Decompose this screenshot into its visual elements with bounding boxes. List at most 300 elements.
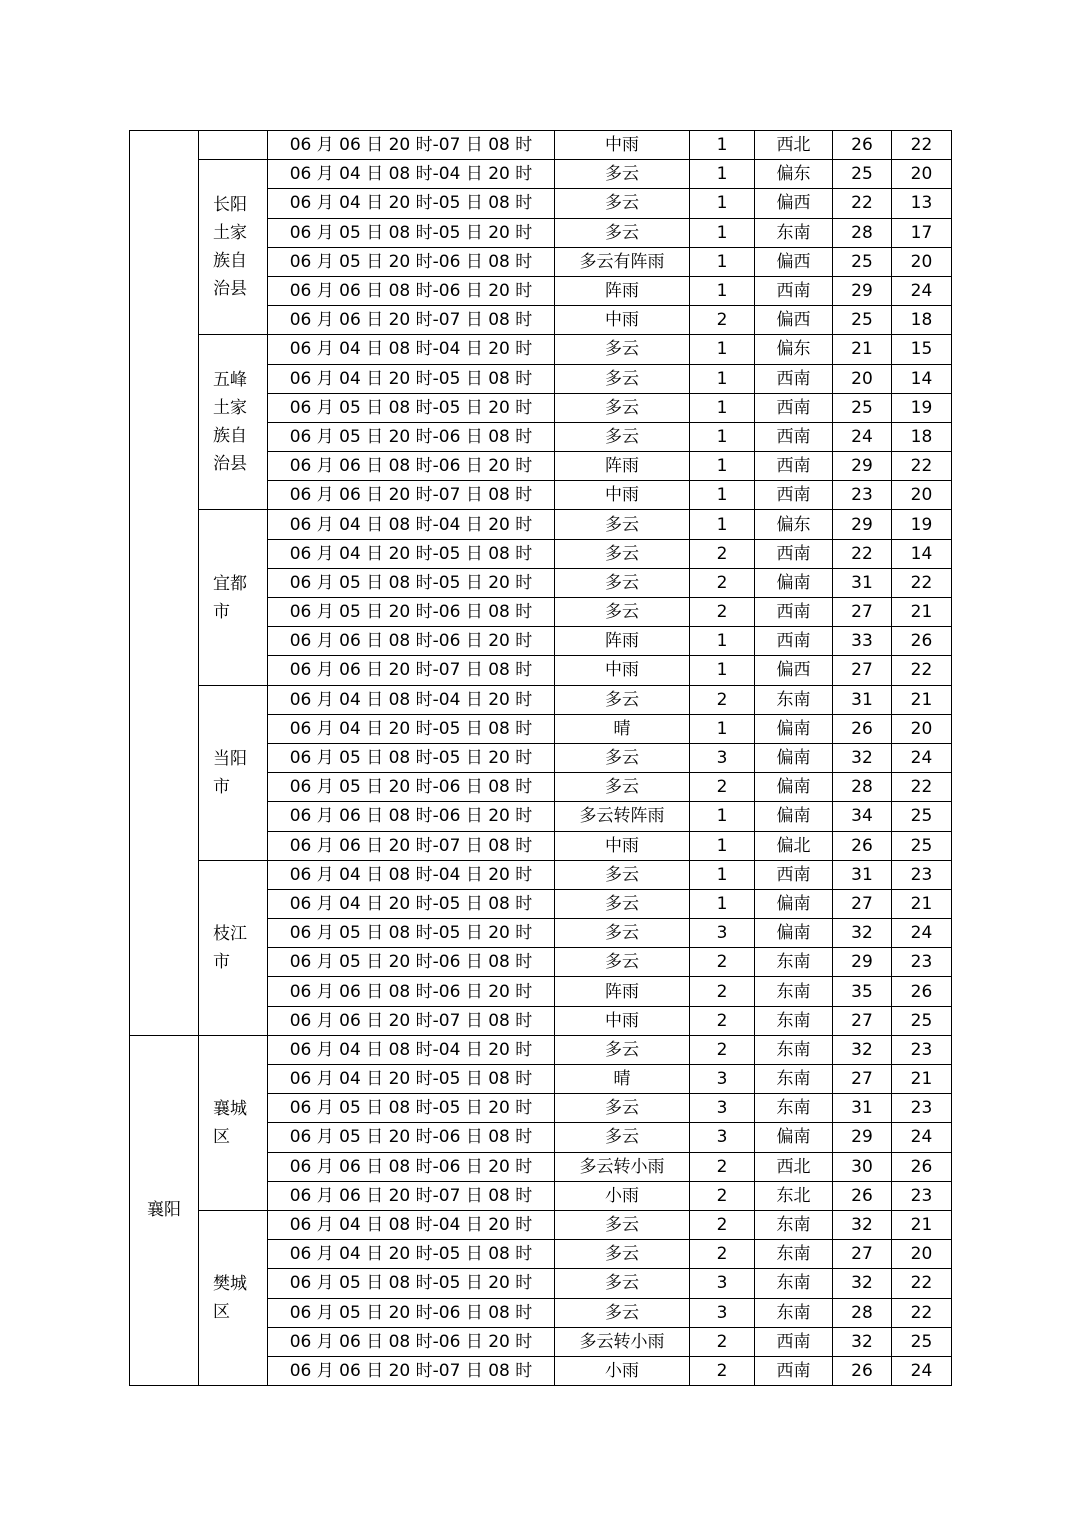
weather-cell: 多云 xyxy=(555,422,690,451)
wind-direction-cell: 西南 xyxy=(755,1327,833,1356)
weather-cell: 多云 xyxy=(555,160,690,189)
period-cell: 06 月 05 日 20 时-06 日 08 时 xyxy=(268,1123,555,1152)
period-cell: 06 月 06 日 20 时-07 日 08 时 xyxy=(268,1181,555,1210)
county-name-line: 樊城 xyxy=(213,1274,247,1294)
weather-cell: 多云 xyxy=(555,1240,690,1269)
period-cell: 06 月 06 日 20 时-07 日 08 时 xyxy=(268,131,555,160)
wind-direction-cell: 西南 xyxy=(755,393,833,422)
wind-level-cell: 2 xyxy=(690,1035,755,1064)
wind-direction-cell: 东南 xyxy=(755,1094,833,1123)
period-cell: 06 月 04 日 08 时-04 日 20 时 xyxy=(268,1210,555,1239)
period-cell: 06 月 06 日 08 时-06 日 20 时 xyxy=(268,977,555,1006)
temp-high-cell: 32 xyxy=(833,1327,892,1356)
wind-level-cell: 2 xyxy=(690,1356,755,1385)
temp-high-cell: 27 xyxy=(833,1065,892,1094)
wind-level-cell: 1 xyxy=(690,276,755,305)
temp-low-cell: 22 xyxy=(892,773,952,802)
weather-cell: 中雨 xyxy=(555,131,690,160)
period-cell: 06 月 06 日 20 时-07 日 08 时 xyxy=(268,831,555,860)
wind-level-cell: 2 xyxy=(690,598,755,627)
period-cell: 06 月 06 日 08 时-06 日 20 时 xyxy=(268,802,555,831)
wind-level-cell: 2 xyxy=(690,1181,755,1210)
wind-level-cell: 1 xyxy=(690,714,755,743)
period-cell: 06 月 04 日 08 时-04 日 20 时 xyxy=(268,335,555,364)
table-row xyxy=(130,685,952,714)
temp-high-cell: 29 xyxy=(833,948,892,977)
county-name-line: 族自 xyxy=(213,251,247,272)
wind-level-cell: 2 xyxy=(690,568,755,597)
temp-low-cell: 18 xyxy=(892,422,952,451)
county-name xyxy=(213,570,253,626)
weather-cell: 阵雨 xyxy=(555,627,690,656)
county-name-line: 市 xyxy=(213,601,230,622)
wind-direction-cell: 西南 xyxy=(755,598,833,627)
weather-cell: 阵雨 xyxy=(555,452,690,481)
wind-direction-cell: 东南 xyxy=(755,977,833,1006)
temp-low-cell: 24 xyxy=(892,919,952,948)
temp-low-cell: 21 xyxy=(892,1210,952,1239)
wind-level-cell: 1 xyxy=(690,452,755,481)
wind-level-cell: 2 xyxy=(690,977,755,1006)
city-cell xyxy=(130,131,199,1036)
table-row xyxy=(130,860,952,889)
temp-high-cell: 23 xyxy=(833,481,892,510)
county-name xyxy=(213,1270,253,1326)
period-cell: 06 月 05 日 08 时-05 日 20 时 xyxy=(268,218,555,247)
weather-cell: 阵雨 xyxy=(555,276,690,305)
wind-direction-cell: 东南 xyxy=(755,1035,833,1064)
temp-low-cell: 26 xyxy=(892,1152,952,1181)
weather-cell: 中雨 xyxy=(555,831,690,860)
period-cell: 06 月 05 日 20 时-06 日 08 时 xyxy=(268,948,555,977)
wind-level-cell: 3 xyxy=(690,919,755,948)
temp-low-cell: 21 xyxy=(892,1065,952,1094)
weather-cell: 多云 xyxy=(555,889,690,918)
temp-high-cell: 29 xyxy=(833,1123,892,1152)
wind-direction-cell: 东南 xyxy=(755,218,833,247)
wind-direction-cell: 偏西 xyxy=(755,306,833,335)
period-cell: 06 月 04 日 20 时-05 日 08 时 xyxy=(268,364,555,393)
county-name xyxy=(213,745,253,801)
temp-low-cell: 26 xyxy=(892,627,952,656)
county-cell xyxy=(199,335,268,510)
period-cell: 06 月 04 日 08 时-04 日 20 时 xyxy=(268,1035,555,1064)
temp-low-cell: 18 xyxy=(892,306,952,335)
weather-cell: 多云 xyxy=(555,568,690,597)
county-name-line: 枝江 xyxy=(213,923,247,944)
wind-direction-cell: 偏东 xyxy=(755,160,833,189)
wind-direction-cell: 西南 xyxy=(755,276,833,305)
wind-direction-cell: 偏东 xyxy=(755,510,833,539)
weather-cell: 多云 xyxy=(555,1123,690,1152)
wind-direction-cell: 东南 xyxy=(755,685,833,714)
wind-level-cell: 2 xyxy=(690,1152,755,1181)
wind-level-cell: 2 xyxy=(690,773,755,802)
weather-cell: 小雨 xyxy=(555,1181,690,1210)
wind-level-cell: 2 xyxy=(690,685,755,714)
wind-level-cell: 1 xyxy=(690,335,755,364)
temp-low-cell: 21 xyxy=(892,685,952,714)
wind-direction-cell: 西北 xyxy=(755,1152,833,1181)
weather-cell: 晴 xyxy=(555,1065,690,1094)
period-cell: 06 月 04 日 20 时-05 日 08 时 xyxy=(268,189,555,218)
period-cell: 06 月 05 日 20 时-06 日 08 时 xyxy=(268,422,555,451)
county-name-line: 土家 xyxy=(213,223,247,244)
temp-high-cell: 31 xyxy=(833,1094,892,1123)
weather-cell: 多云 xyxy=(555,510,690,539)
wind-direction-cell: 偏西 xyxy=(755,189,833,218)
period-cell: 06 月 04 日 08 时-04 日 20 时 xyxy=(268,160,555,189)
weather-cell: 阵雨 xyxy=(555,977,690,1006)
wind-level-cell: 3 xyxy=(690,1123,755,1152)
temp-high-cell: 26 xyxy=(833,831,892,860)
county-name-line: 市 xyxy=(213,776,230,797)
temp-low-cell: 25 xyxy=(892,802,952,831)
weather-cell: 多云 xyxy=(555,860,690,889)
period-cell: 06 月 04 日 20 时-05 日 08 时 xyxy=(268,714,555,743)
period-cell: 06 月 04 日 08 时-04 日 20 时 xyxy=(268,685,555,714)
weather-cell: 中雨 xyxy=(555,656,690,685)
wind-level-cell: 2 xyxy=(690,1327,755,1356)
temp-low-cell: 15 xyxy=(892,335,952,364)
wind-direction-cell: 偏南 xyxy=(755,743,833,772)
forecast-table xyxy=(129,130,952,1386)
temp-high-cell: 22 xyxy=(833,189,892,218)
temp-low-cell: 23 xyxy=(892,1035,952,1064)
temp-low-cell: 20 xyxy=(892,481,952,510)
period-cell: 06 月 06 日 08 时-06 日 20 时 xyxy=(268,276,555,305)
wind-direction-cell: 偏南 xyxy=(755,889,833,918)
period-cell: 06 月 06 日 20 时-07 日 08 时 xyxy=(268,481,555,510)
temp-low-cell: 21 xyxy=(892,889,952,918)
wind-level-cell: 1 xyxy=(690,189,755,218)
county-name xyxy=(213,1095,253,1151)
wind-direction-cell: 西北 xyxy=(755,131,833,160)
county-name-line: 市 xyxy=(213,951,230,972)
wind-direction-cell: 偏西 xyxy=(755,247,833,276)
period-cell: 06 月 05 日 08 时-05 日 20 时 xyxy=(268,393,555,422)
wind-direction-cell: 东北 xyxy=(755,1181,833,1210)
wind-direction-cell: 西南 xyxy=(755,422,833,451)
weather-cell: 中雨 xyxy=(555,481,690,510)
period-cell: 06 月 04 日 08 时-04 日 20 时 xyxy=(268,510,555,539)
table-row xyxy=(130,335,952,364)
weather-cell: 多云 xyxy=(555,1210,690,1239)
temp-low-cell: 17 xyxy=(892,218,952,247)
wind-level-cell: 2 xyxy=(690,1210,755,1239)
county-cell xyxy=(199,860,268,1035)
temp-low-cell: 23 xyxy=(892,860,952,889)
city-cell: 襄阳 xyxy=(130,1035,199,1385)
temp-low-cell: 23 xyxy=(892,1094,952,1123)
temp-high-cell: 32 xyxy=(833,1269,892,1298)
wind-direction-cell: 偏南 xyxy=(755,773,833,802)
wind-direction-cell: 西南 xyxy=(755,860,833,889)
temp-high-cell: 25 xyxy=(833,393,892,422)
county-cell xyxy=(199,685,268,860)
wind-level-cell: 1 xyxy=(690,218,755,247)
weather-cell: 多云有阵雨 xyxy=(555,247,690,276)
county-cell xyxy=(199,510,268,685)
table-row xyxy=(130,1035,952,1064)
county-name-line: 当阳 xyxy=(213,748,247,769)
wind-level-cell: 3 xyxy=(690,743,755,772)
county-name-line: 襄城 xyxy=(213,1098,247,1119)
period-cell: 06 月 04 日 20 时-05 日 08 时 xyxy=(268,1065,555,1094)
temp-high-cell: 24 xyxy=(833,422,892,451)
wind-level-cell: 1 xyxy=(690,131,755,160)
period-cell: 06 月 06 日 08 时-06 日 20 时 xyxy=(268,452,555,481)
weather-cell: 多云 xyxy=(555,1269,690,1298)
temp-low-cell: 24 xyxy=(892,743,952,772)
wind-level-cell: 1 xyxy=(690,831,755,860)
period-cell: 06 月 04 日 20 时-05 日 08 时 xyxy=(268,889,555,918)
weather-cell: 多云 xyxy=(555,218,690,247)
wind-level-cell: 1 xyxy=(690,510,755,539)
wind-direction-cell: 偏南 xyxy=(755,919,833,948)
wind-direction-cell: 东南 xyxy=(755,1240,833,1269)
county-name xyxy=(213,920,253,976)
period-cell: 06 月 05 日 08 时-05 日 20 时 xyxy=(268,568,555,597)
period-cell: 06 月 05 日 08 时-05 日 20 时 xyxy=(268,1269,555,1298)
wind-level-cell: 2 xyxy=(690,1240,755,1269)
temp-low-cell: 21 xyxy=(892,598,952,627)
temp-high-cell: 27 xyxy=(833,1006,892,1035)
wind-level-cell: 1 xyxy=(690,802,755,831)
wind-direction-cell: 西南 xyxy=(755,627,833,656)
wind-level-cell: 1 xyxy=(690,860,755,889)
temp-high-cell: 25 xyxy=(833,247,892,276)
wind-direction-cell: 偏南 xyxy=(755,802,833,831)
temp-low-cell: 22 xyxy=(892,1298,952,1327)
temp-low-cell: 24 xyxy=(892,1356,952,1385)
weather-cell: 多云 xyxy=(555,1035,690,1064)
temp-low-cell: 20 xyxy=(892,160,952,189)
period-cell: 06 月 06 日 08 时-06 日 20 时 xyxy=(268,1152,555,1181)
temp-low-cell: 26 xyxy=(892,977,952,1006)
temp-high-cell: 26 xyxy=(833,1356,892,1385)
weather-cell: 多云 xyxy=(555,1094,690,1123)
wind-direction-cell: 东南 xyxy=(755,1006,833,1035)
temp-low-cell: 20 xyxy=(892,247,952,276)
temp-low-cell: 14 xyxy=(892,539,952,568)
temp-high-cell: 33 xyxy=(833,627,892,656)
period-cell: 06 月 06 日 08 时-06 日 20 时 xyxy=(268,627,555,656)
weather-cell: 多云转阵雨 xyxy=(555,802,690,831)
wind-direction-cell: 东南 xyxy=(755,948,833,977)
wind-direction-cell: 西南 xyxy=(755,539,833,568)
temp-high-cell: 21 xyxy=(833,335,892,364)
weather-cell: 多云 xyxy=(555,539,690,568)
wind-direction-cell: 偏东 xyxy=(755,335,833,364)
temp-low-cell: 22 xyxy=(892,1269,952,1298)
temp-low-cell: 23 xyxy=(892,948,952,977)
county-name-line: 区 xyxy=(213,1302,230,1322)
temp-high-cell: 22 xyxy=(833,539,892,568)
wind-direction-cell: 东南 xyxy=(755,1065,833,1094)
county-name-line: 长阳 xyxy=(213,195,247,216)
temp-high-cell: 25 xyxy=(833,306,892,335)
period-cell: 06 月 05 日 08 时-05 日 20 时 xyxy=(268,919,555,948)
period-cell: 06 月 05 日 20 时-06 日 08 时 xyxy=(268,598,555,627)
period-cell: 06 月 05 日 20 时-06 日 08 时 xyxy=(268,773,555,802)
county-name-line: 治县 xyxy=(213,279,247,300)
period-cell: 06 月 06 日 20 时-07 日 08 时 xyxy=(268,1356,555,1385)
weather-cell: 多云 xyxy=(555,189,690,218)
county-cell xyxy=(199,1035,268,1210)
wind-level-cell: 1 xyxy=(690,656,755,685)
temp-high-cell: 26 xyxy=(833,1181,892,1210)
temp-low-cell: 19 xyxy=(892,393,952,422)
weather-cell: 多云转小雨 xyxy=(555,1327,690,1356)
temp-low-cell: 20 xyxy=(892,714,952,743)
temp-low-cell: 22 xyxy=(892,656,952,685)
wind-direction-cell: 偏南 xyxy=(755,1123,833,1152)
temp-low-cell: 14 xyxy=(892,364,952,393)
wind-level-cell: 2 xyxy=(690,306,755,335)
weather-cell: 中雨 xyxy=(555,306,690,335)
wind-level-cell: 1 xyxy=(690,247,755,276)
county-name xyxy=(213,191,253,303)
wind-level-cell: 1 xyxy=(690,364,755,393)
wind-level-cell: 1 xyxy=(690,481,755,510)
county-name xyxy=(213,366,253,478)
weather-cell: 中雨 xyxy=(555,1006,690,1035)
wind-direction-cell: 偏南 xyxy=(755,568,833,597)
county-name-line: 族自 xyxy=(213,426,247,447)
temp-high-cell: 29 xyxy=(833,452,892,481)
temp-high-cell: 29 xyxy=(833,510,892,539)
wind-direction-cell: 西南 xyxy=(755,452,833,481)
weather-cell: 小雨 xyxy=(555,1356,690,1385)
temp-low-cell: 25 xyxy=(892,1327,952,1356)
wind-level-cell: 3 xyxy=(690,1094,755,1123)
temp-high-cell: 32 xyxy=(833,1210,892,1239)
temp-low-cell: 22 xyxy=(892,131,952,160)
weather-cell: 多云 xyxy=(555,919,690,948)
period-cell: 06 月 04 日 20 时-05 日 08 时 xyxy=(268,539,555,568)
period-cell: 06 月 05 日 08 时-05 日 20 时 xyxy=(268,1094,555,1123)
period-cell: 06 月 04 日 08 时-04 日 20 时 xyxy=(268,860,555,889)
county-cell xyxy=(199,131,268,160)
county-name-line: 土家 xyxy=(213,398,247,419)
temp-high-cell: 27 xyxy=(833,656,892,685)
temp-high-cell: 30 xyxy=(833,1152,892,1181)
table-row xyxy=(130,510,952,539)
wind-direction-cell: 西南 xyxy=(755,364,833,393)
table-row xyxy=(130,160,952,189)
temp-high-cell: 27 xyxy=(833,598,892,627)
wind-level-cell: 2 xyxy=(690,1006,755,1035)
wind-direction-cell: 东南 xyxy=(755,1210,833,1239)
temp-high-cell: 35 xyxy=(833,977,892,1006)
weather-cell: 多云 xyxy=(555,598,690,627)
weather-cell: 多云 xyxy=(555,393,690,422)
weather-cell: 多云转小雨 xyxy=(555,1152,690,1181)
temp-high-cell: 32 xyxy=(833,919,892,948)
weather-cell: 多云 xyxy=(555,685,690,714)
period-cell: 06 月 04 日 20 时-05 日 08 时 xyxy=(268,1240,555,1269)
wind-direction-cell: 东南 xyxy=(755,1298,833,1327)
wind-direction-cell: 偏南 xyxy=(755,714,833,743)
temp-low-cell: 20 xyxy=(892,1240,952,1269)
table-row xyxy=(130,131,952,160)
county-name-line: 宜都 xyxy=(213,573,247,594)
wind-level-cell: 1 xyxy=(690,889,755,918)
temp-high-cell: 34 xyxy=(833,802,892,831)
period-cell: 06 月 06 日 20 时-07 日 08 时 xyxy=(268,306,555,335)
county-cell xyxy=(199,1210,268,1385)
temp-high-cell: 28 xyxy=(833,773,892,802)
temp-low-cell: 24 xyxy=(892,276,952,305)
wind-level-cell: 1 xyxy=(690,160,755,189)
wind-direction-cell: 偏西 xyxy=(755,656,833,685)
wind-level-cell: 2 xyxy=(690,948,755,977)
wind-level-cell: 1 xyxy=(690,422,755,451)
temp-low-cell: 19 xyxy=(892,510,952,539)
temp-high-cell: 31 xyxy=(833,568,892,597)
temp-low-cell: 13 xyxy=(892,189,952,218)
period-cell: 06 月 05 日 20 时-06 日 08 时 xyxy=(268,247,555,276)
temp-high-cell: 29 xyxy=(833,276,892,305)
wind-level-cell: 3 xyxy=(690,1269,755,1298)
temp-high-cell: 26 xyxy=(833,131,892,160)
temp-low-cell: 23 xyxy=(892,1181,952,1210)
weather-cell: 晴 xyxy=(555,714,690,743)
temp-high-cell: 28 xyxy=(833,218,892,247)
temp-high-cell: 32 xyxy=(833,743,892,772)
weather-cell: 多云 xyxy=(555,364,690,393)
table-row xyxy=(130,1210,952,1239)
wind-direction-cell: 东南 xyxy=(755,1269,833,1298)
wind-level-cell: 1 xyxy=(690,393,755,422)
temp-high-cell: 32 xyxy=(833,1035,892,1064)
period-cell: 06 月 06 日 20 时-07 日 08 时 xyxy=(268,1006,555,1035)
temp-high-cell: 31 xyxy=(833,860,892,889)
county-name-line: 治县 xyxy=(213,454,247,475)
temp-low-cell: 25 xyxy=(892,1006,952,1035)
county-name-line: 五峰 xyxy=(213,370,247,391)
wind-direction-cell: 西南 xyxy=(755,481,833,510)
county-cell xyxy=(199,160,268,335)
temp-low-cell: 22 xyxy=(892,452,952,481)
temp-high-cell: 25 xyxy=(833,160,892,189)
wind-level-cell: 3 xyxy=(690,1298,755,1327)
weather-cell: 多云 xyxy=(555,948,690,977)
temp-high-cell: 27 xyxy=(833,1240,892,1269)
period-cell: 06 月 06 日 20 时-07 日 08 时 xyxy=(268,656,555,685)
weather-cell: 多云 xyxy=(555,1298,690,1327)
temp-low-cell: 25 xyxy=(892,831,952,860)
weather-cell: 多云 xyxy=(555,743,690,772)
period-cell: 06 月 05 日 08 时-05 日 20 时 xyxy=(268,743,555,772)
temp-high-cell: 28 xyxy=(833,1298,892,1327)
weather-cell: 多云 xyxy=(555,773,690,802)
wind-level-cell: 2 xyxy=(690,539,755,568)
wind-level-cell: 1 xyxy=(690,627,755,656)
wind-level-cell: 3 xyxy=(690,1065,755,1094)
temp-low-cell: 24 xyxy=(892,1123,952,1152)
temp-low-cell: 22 xyxy=(892,568,952,597)
period-cell: 06 月 06 日 08 时-06 日 20 时 xyxy=(268,1327,555,1356)
wind-direction-cell: 西南 xyxy=(755,1356,833,1385)
county-name-line: 区 xyxy=(213,1126,230,1147)
weather-cell: 多云 xyxy=(555,335,690,364)
period-cell: 06 月 05 日 20 时-06 日 08 时 xyxy=(268,1298,555,1327)
temp-high-cell: 26 xyxy=(833,714,892,743)
temp-high-cell: 27 xyxy=(833,889,892,918)
temp-high-cell: 31 xyxy=(833,685,892,714)
